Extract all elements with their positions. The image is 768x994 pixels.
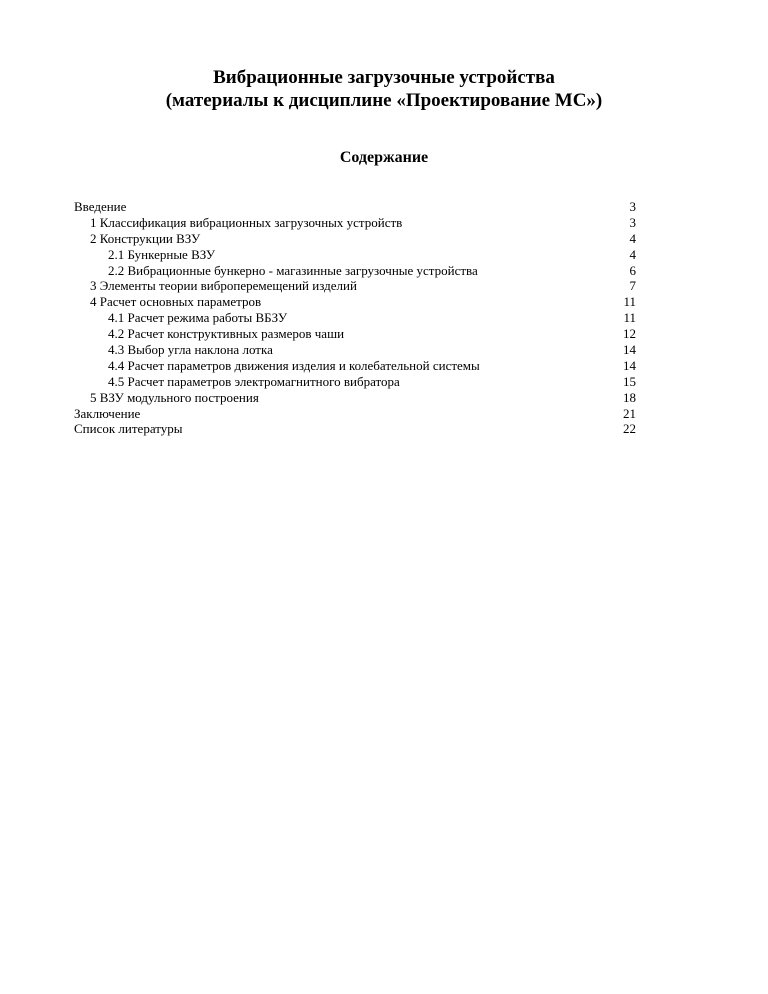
toc-entry-title: 2.2 Вибрационные бункерно - магазинные загрузочные устройства xyxy=(108,262,478,278)
toc-entry xyxy=(74,358,636,374)
toc-entry-page: 12 xyxy=(623,326,636,342)
toc-entry-title: 4.2 Расчет конструктивных размеров чаши xyxy=(108,326,345,342)
toc-entry-page: 22 xyxy=(623,421,636,437)
toc-entry xyxy=(74,342,636,358)
toc-entry xyxy=(74,215,636,231)
toc-entry-title: 2.1 Бункерные ВЗУ xyxy=(108,246,216,262)
page-title xyxy=(0,66,768,112)
toc-entry-title: 1 Классификация вибрационных загрузочных устройств xyxy=(90,214,403,230)
toc-entry-title: 4.5 Расчет параметров электромагнитного вибратора xyxy=(108,373,400,389)
toc-entry-page: 21 xyxy=(623,405,636,421)
toc-entry-page: 11 xyxy=(623,294,636,310)
toc-entry-page: 4 xyxy=(629,246,636,262)
title-line-2: (материалы к дисциплине «Проектирование МС») xyxy=(165,90,603,111)
toc-entry-page: 6 xyxy=(629,262,636,278)
toc-entry-page: 3 xyxy=(629,214,636,230)
toc-entry-title: 4.1 Расчет режима работы ВБЗУ xyxy=(108,310,288,326)
toc-entry-title: 4.4 Расчет параметров движения изделия и колебательной системы xyxy=(108,357,480,373)
toc-entry-page: 15 xyxy=(623,373,636,389)
toc-entry-page: 14 xyxy=(623,342,636,358)
toc-entry xyxy=(74,231,636,247)
toc-entry xyxy=(74,310,636,326)
toc-heading: Содержание xyxy=(339,149,429,166)
toc-entry-page: 7 xyxy=(629,278,636,294)
toc-entry-title: 4 Расчет основных параметров xyxy=(90,294,262,310)
toc-entry xyxy=(74,374,636,390)
toc-entry xyxy=(74,247,636,263)
toc-entry-page: 11 xyxy=(623,310,636,326)
toc-entry-title: 5 ВЗУ модульного построения xyxy=(90,389,259,405)
toc-entry xyxy=(74,326,636,342)
toc-entry-title: 3 Элементы теории виброперемещений изделий xyxy=(90,278,357,294)
toc-entry-title: Список литературы xyxy=(74,421,183,437)
toc-entry-page: 14 xyxy=(623,357,636,373)
toc-entry xyxy=(74,199,636,215)
toc-entry-title: Заключение xyxy=(74,405,141,421)
toc-entry-page: 3 xyxy=(629,199,636,214)
toc-entry xyxy=(74,263,636,279)
table-of-contents xyxy=(74,199,636,437)
toc-entry xyxy=(74,406,636,422)
toc-entry-title: 4.3 Выбор угла наклона лотка xyxy=(108,342,273,358)
toc-entry-page: 4 xyxy=(629,230,636,246)
toc-entry-title: 2 Конструкции ВЗУ xyxy=(90,230,201,246)
title-line-1: Вибрационные загрузочные устройства xyxy=(213,67,555,88)
toc-entry xyxy=(74,294,636,310)
toc-entry-title: Введение xyxy=(74,199,127,214)
toc-entry xyxy=(74,278,636,294)
toc-entry-page: 18 xyxy=(623,389,636,405)
toc-entry xyxy=(74,421,636,437)
toc-entry xyxy=(74,390,636,406)
